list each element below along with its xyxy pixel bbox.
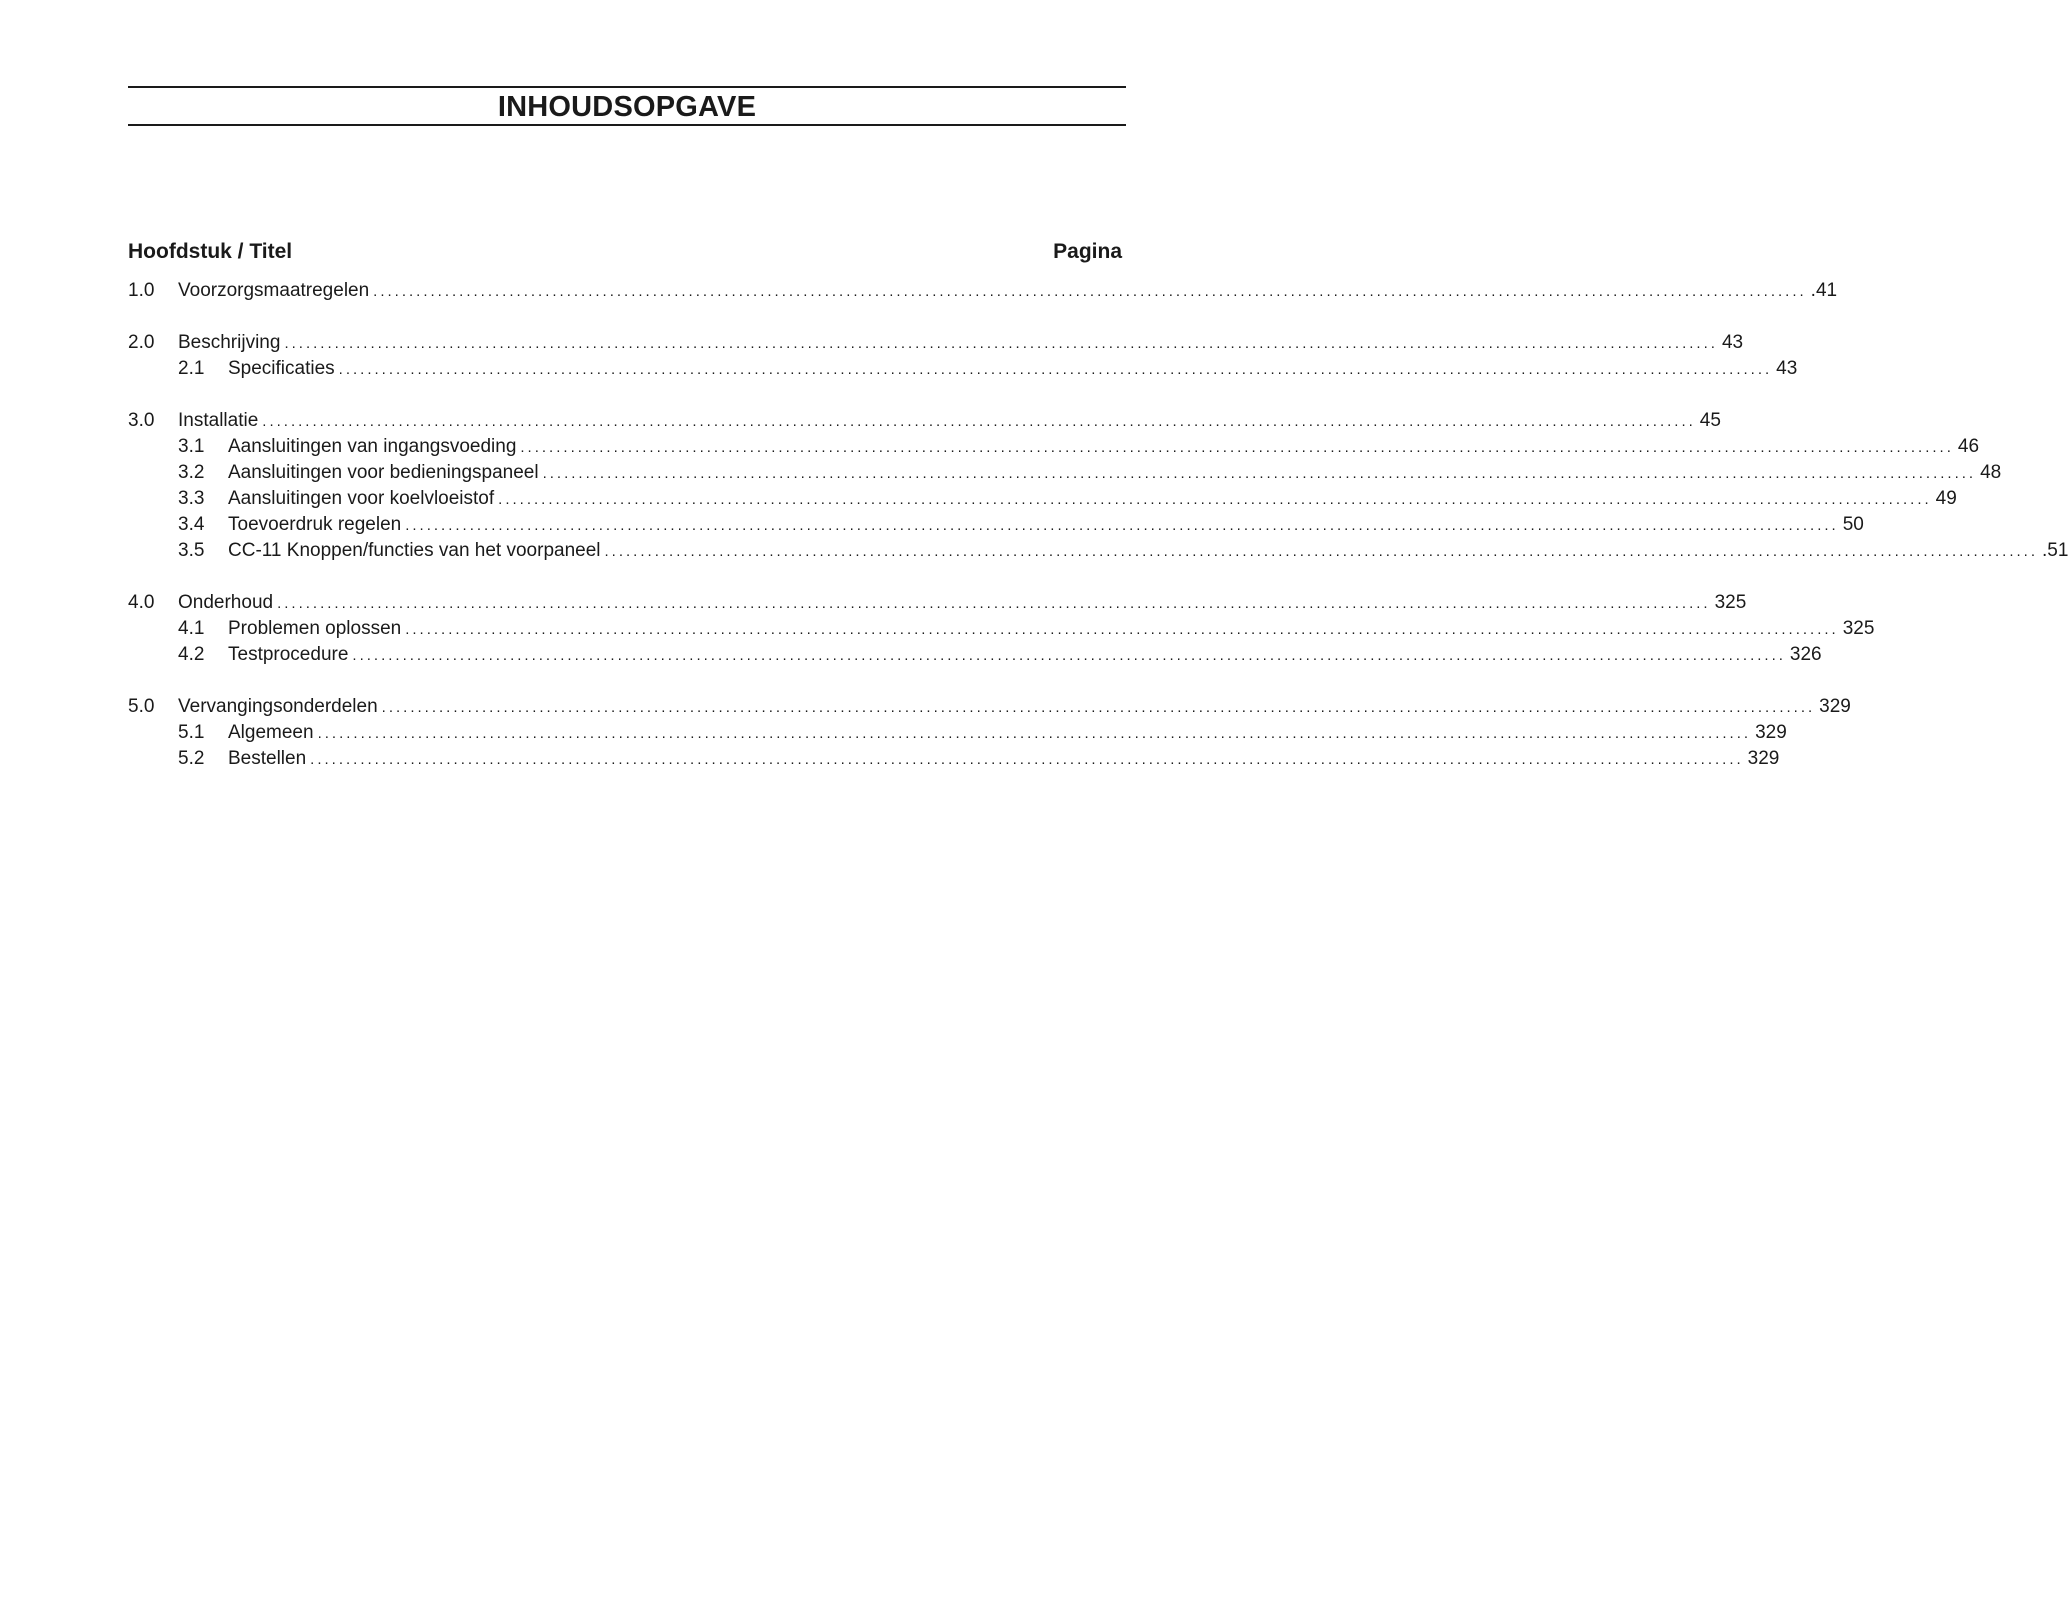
toc-entry[interactable]: [128, 330, 1744, 356]
toc-subentry[interactable]: [128, 486, 1957, 512]
toc-subentry[interactable]: [128, 720, 1787, 746]
toc-entry-page-number: 49: [1935, 488, 1957, 509]
toc-entry-page-number: 329: [1755, 722, 1787, 743]
toc-dot-leader: ........................................................................................................................................................................................................: [405, 517, 1839, 534]
toc-dot-leader: ........................................................................................................................................................................................................: [373, 283, 1807, 300]
toc-dot-leader: ........................................................................................................................................................................................................: [317, 725, 1752, 742]
toc-entry-page-number: 325: [1714, 592, 1747, 613]
toc-subentry[interactable]: [128, 460, 2002, 486]
toc-dot-leader: ........................................................................................................................................................................................................: [310, 751, 1744, 768]
toc-entry[interactable]: [128, 408, 1721, 434]
toc-header-page: Pagina: [1053, 240, 1122, 263]
toc-subentry[interactable]: [128, 746, 1780, 772]
toc-dot-leader: ........................................................................................................................................................................................................: [604, 543, 2039, 560]
toc-entry-page-number: 46: [1957, 436, 1980, 457]
toc-dot-leader: ........................................................................................................................................................................................................: [338, 361, 1773, 378]
toc-dot-leader: ........................................................................................................................................................................................................: [405, 621, 1839, 638]
toc-entry-number: 5.2: [178, 748, 205, 769]
toc-entry-label: CC-11 Knoppen/functies van het voorpaneel: [228, 540, 601, 561]
toc-entry-number: 4.1: [178, 618, 205, 639]
toc-subentry[interactable]: [128, 356, 1798, 382]
toc-section: [128, 278, 1838, 304]
toc-entry-label: Testprocedure: [228, 644, 349, 665]
toc-entry-label: Onderhoud: [178, 592, 274, 613]
toc-subentry[interactable]: [128, 642, 1822, 668]
toc-dot-leader: ........................................................................................................................................................................................................: [262, 413, 1696, 430]
toc-entry-label: Aansluitingen voor bedieningspaneel: [228, 462, 539, 483]
toc-entry-number: 3.4: [178, 514, 205, 535]
page-title: INHOUDSOPGAVE: [497, 91, 757, 123]
toc-entry-label: Aansluitingen van ingangsvoeding: [228, 436, 517, 457]
toc-entry-number: 4.2: [178, 644, 205, 665]
toc-entry-page-number: .51: [2042, 540, 2068, 561]
toc-dot-leader: ........................................................................................................................................................................................................: [498, 491, 1932, 508]
toc-entry-label: Bestellen: [228, 748, 307, 769]
toc-subentry[interactable]: [128, 616, 1875, 642]
toc-header: [128, 237, 1122, 267]
toc-entry[interactable]: [128, 278, 1838, 304]
toc-entry-page-number: 45: [1699, 410, 1721, 431]
toc-entry-number: 3.2: [178, 462, 205, 483]
toc-entry-page-number: 48: [1980, 462, 2002, 483]
toc-section: [128, 694, 1851, 772]
toc-subentry[interactable]: [128, 538, 2068, 564]
toc-entry-label: Toevoerdruk regelen: [228, 514, 402, 535]
toc-entry[interactable]: [128, 694, 1851, 720]
toc-entry-page-number: 329: [1819, 696, 1851, 717]
toc-entry-page-number: 43: [1721, 332, 1744, 353]
title-block: [128, 86, 1126, 126]
toc-entry-number: 3.0: [128, 410, 155, 431]
toc-entry-number: 2.0: [128, 332, 155, 353]
table-of-contents: [128, 278, 2068, 798]
toc-entry-label: Vervangingsonderdelen: [178, 696, 378, 717]
toc-entry-label: Problemen oplossen: [228, 618, 402, 639]
toc-entry-number: 3.3: [178, 488, 205, 509]
toc-entry-number: 4.0: [128, 592, 155, 613]
toc-entry-number: 2.1: [178, 358, 205, 379]
toc-entry-number: 3.1: [178, 436, 205, 457]
toc-section: [128, 590, 1875, 668]
toc-entry-label: Beschrijving: [178, 332, 281, 353]
toc-entry-page-number: 325: [1842, 618, 1875, 639]
toc-dot-leader: ........................................................................................................................................................................................................: [542, 465, 1977, 482]
toc-entry-page-number: 50: [1842, 514, 1864, 535]
toc-entry-page-number: 326: [1789, 644, 1822, 665]
toc-entry-number: 5.0: [128, 696, 155, 717]
toc-dot-leader: ........................................................................................................................................................................................................: [381, 699, 1816, 716]
toc-dot-leader: ........................................................................................................................................................................................................: [277, 595, 1711, 612]
toc-dot-leader: ........................................................................................................................................................................................................: [284, 335, 1718, 352]
toc-subentry[interactable]: [128, 512, 1864, 538]
toc-entry-page-number: 329: [1747, 748, 1780, 769]
toc-entry-label: Aansluitingen voor koelvloeistof: [228, 488, 495, 509]
toc-dot-leader: ........................................................................................................................................................................................................: [352, 647, 1786, 664]
toc-entry-label: Algemeen: [228, 722, 314, 743]
toc-dot-leader: ........................................................................................................................................................................................................: [520, 439, 1954, 456]
toc-entry-number: 5.1: [178, 722, 205, 743]
toc-entry-page-number: 43: [1776, 358, 1798, 379]
toc-section: [128, 408, 2068, 564]
toc-entry[interactable]: [128, 590, 1747, 616]
toc-section: [128, 330, 1798, 382]
toc-entry-number: 1.0: [128, 280, 155, 301]
toc-subentry[interactable]: [128, 434, 1980, 460]
toc-entry-number: 3.5: [178, 540, 205, 561]
toc-entry-page-number: .41: [1810, 280, 1838, 301]
toc-header-chapter-title: Hoofdstuk / Titel: [128, 240, 293, 263]
toc-entry-label: Specificaties: [228, 358, 335, 379]
toc-entry-label: Voorzorgsmaatregelen: [178, 280, 370, 301]
toc-entry-label: Installatie: [178, 410, 259, 431]
